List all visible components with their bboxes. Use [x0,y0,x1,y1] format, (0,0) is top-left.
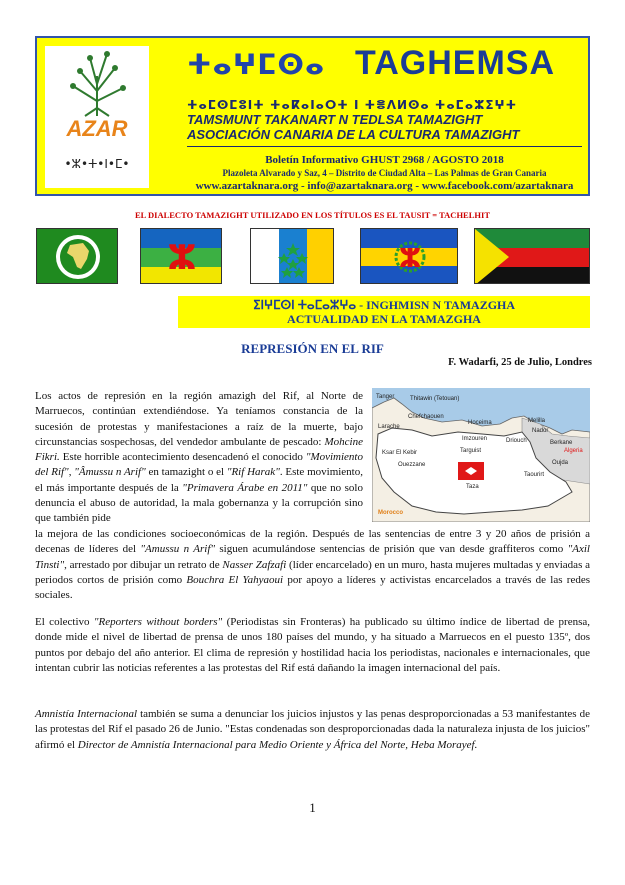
canary-nationalist-flag [250,228,334,284]
map-label: Driouch [506,438,527,444]
dialect-note: EL DIALECTO TAMAZIGHT UTILIZADO EN LOS TÍTULOS ES EL TAUSIT = TACHELHIT [135,210,490,220]
web-links[interactable]: www.azartaknara.org - info@azartaknara.org - www.facebook.com/azartaknara [195,180,574,192]
rif-map [372,388,590,522]
map-label: Thitawin (Tetouan) [410,396,460,402]
section-latin: - INGHMISN N TAMAZGHA [356,298,516,312]
map-label: Berkane [550,440,573,446]
article-paragraph-1a: Los actos de represión en la región amazigh del Rif, al Norte de Marruecos, continúan extendiéndose. Ya teníamos constancia de la sucesión de protestas y manifestaciones a raíz de la muerte, bajo circunstancias sospechosas, del vendedor ambulante de pescado: Mohcine Fikri. Este horrible acontecimiento desencadenó el conocido "Movimiento del Rif", "Âmussu n Arif" en tamazight o el "Rif Harak". Este movimiento, el más importante después de la "Primavera Árabe en 2011" que no solo denuncia el abuso de autoridad, la mala gobernanza y la corrupción sino que también pide [35,390,363,525]
article-byline: F. Wadarfi, 25 de Julio, Londres [448,357,592,368]
article-paragraph-2: El colectivo "Reporters without borders" (Periodistas sin Fronteras) ha publicado su último índice de libertad de prensa, donde mide el nivel de libertad de prensa de unos 180 países del mundo, y ha situado a Marruecos en el puesto 135º, dos puntos por debajo del año anterior. El clima de represión y hostilidad hacia los periodistas, nacionales e internacionales, que intentan cubrir las noticias referentes a las protestas del Rif está dañando la imagen internacional del país. [35,616,590,674]
masthead [35,36,590,196]
map-label: Larache [378,424,400,430]
map-label: Oujda [552,460,569,466]
address: Plazoleta Alvarado y Saz, 4 – Distrito de Ciudad Alta – Las Palmas de Gran Canaria [222,168,547,178]
title-tifinagh: ⵜⴰⵖⵎⵙⴰ [187,48,326,81]
map-label: Taourirt [524,472,545,478]
logo-azar-text: AZAR [66,116,128,141]
kabyle-flag [360,228,458,284]
bulletin-info: Boletín Informativo GHUST 2968 / AGOSTO 2018 [265,154,504,166]
section-tifinagh: ⵉⵏⵖⵎⵙⵏ ⵜⴰⵎⴰⵣⵖⴰ [252,298,357,312]
map-label: Imzouren [462,436,488,442]
map-label: Algeria [564,448,583,454]
svg-text:ⵣ: ⵣ [398,244,422,274]
map-label: Ouezzane [398,462,426,468]
article-paragraph-1b: la mejora de las condiciones socioeconómicas de la región. Después de las sentencias de entre 3 y 20 años de prisión a decenas de líderes del "Amussu n Arif" siguen acumulándose sentencias de prisión que van desde graffiteros como "Axil Tinsti", arrestado por dibujar un retrato de Nasser Zafzafi (líder encarcelado) en un muro, hasta mujeres multadas y enviadas a periodos cortos de prisión como Bouchra El Yahyaoui por apoyo a líderes y activistas encarcelados a través de las redes sociales. [35,528,590,602]
org-tifinagh: ⵜⴰⵎⵙⵎⵓⵏⵜ ⵜⴰⴽⴰⵏⴰⵔⵜ ⵏ ⵜⴻⴷⵍⵙⴰ ⵜⴰⵎⴰⵣⵉⵖⵜ [187,98,518,112]
org-name-tamazight: TAMSMUNT TAKANART N TEDLSA TAMAZIGHT [187,112,483,127]
svg-text:ⵣ: ⵣ [167,238,197,278]
header-divider [187,146,582,147]
title-latin: TAGHEMSA [355,44,556,82]
section-header [178,296,590,328]
org-name-spanish: ASOCIACIÓN CANARIA DE LA CULTURA TAMAZIGHT [187,127,520,142]
section-subtitle: ACTUALIDAD EN LA TAMAZGHA [287,312,481,326]
map-label: Hoceima [468,420,492,426]
article-paragraph-3: Amnistía Internacional también se suma a denunciar los juicios injustos y las penas desproporcionadas a 53 manifestantes de las protestas del Rif el pasado 26 de Junio. "Estas condenadas son desproporcionadas dada la naturaleza injusta de los juicios" afirmó el Director de Amnistía Internacional para Medio Oriente y África del Norte, Heba Morayef. [35,708,590,751]
map-label: Chefchaouen [408,414,444,420]
map-label: Ksar El Kebir [382,450,418,456]
svg-text:•ⵣ•ⵜ•ⵏ•ⵎ•: •ⵣ•ⵜ•ⵏ•ⵎ• [64,157,130,171]
azar-logo [45,46,149,188]
map-label: Tanger [376,394,395,400]
map-label: Nador [532,428,549,434]
map-label: Taza [466,484,479,490]
amazigh-flag [140,228,222,284]
african-union-flag [36,228,118,284]
rif-republic-flag [474,228,590,284]
map-label: Melilla [528,418,546,424]
map-label: Morocco [378,510,404,516]
article-title: REPRESIÓN EN EL RIF [241,341,384,356]
page-number: 1 [309,800,316,815]
map-label: Targuist [460,448,482,454]
